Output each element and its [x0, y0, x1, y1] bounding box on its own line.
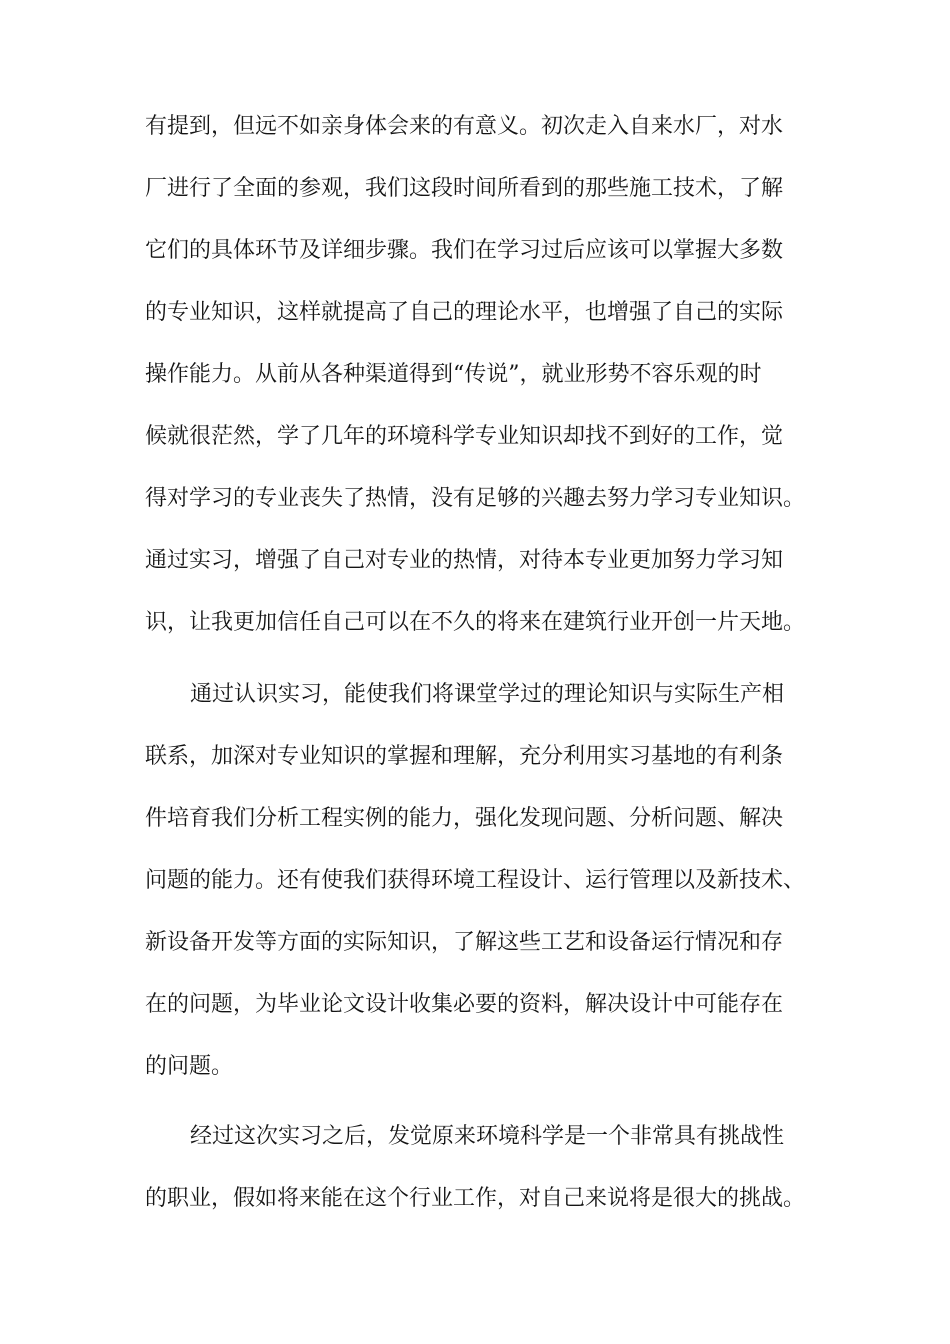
- text-line: 新设备开发等方面的实际知识，了解这些工艺和设备运行情况和存: [145, 930, 784, 955]
- text-line: 它们的具体环节及详细步骤。我们在学习过后应该可以掌握大多数: [145, 238, 784, 263]
- text-line: 的职业，假如将来能在这个行业工作，对自己来说将是很大的挑战。: [145, 1186, 806, 1211]
- text-line: 的专业知识，这样就提高了自己的理论水平，也增强了自己的实际: [145, 300, 784, 325]
- text-line: 件培育我们分析工程实例的能力，强化发现问题、分析问题、解决: [145, 806, 784, 831]
- text-line: 有提到，但远不如亲身体会来的有意义。初次走入自来水厂，对水: [145, 114, 784, 139]
- text-line: 候就很茫然，学了几年的环境科学专业知识却找不到好的工作，觉: [145, 424, 784, 449]
- text-line: 操作能力。从前从各种渠道得到“传说”，就业形势不容乐观的时: [145, 362, 762, 387]
- text-line: 在的问题，为毕业论文设计收集必要的资料，解决设计中可能存在: [145, 992, 784, 1017]
- text-line: 厂进行了全面的参观，我们这段时间所看到的那些施工技术，了解: [145, 176, 784, 201]
- text-line: 识，让我更加信任自己可以在不久的将来在建筑行业开创一片天地。: [145, 610, 806, 635]
- text-line: 联系，加深对专业知识的掌握和理解，充分利用实习基地的有利条: [145, 744, 784, 769]
- text-line: 问题的能力。还有使我们获得环境工程设计、运行管理以及新技术、: [145, 868, 806, 893]
- text-line: 经过这次实习之后，发觉原来环境科学是一个非常具有挑战性: [190, 1124, 785, 1149]
- text-line: 通过认识实习，能使我们将课堂学过的理论知识与实际生产相: [190, 682, 785, 707]
- text-line: 得对学习的专业丧失了热情，没有足够的兴趣去努力学习专业知识。: [145, 486, 806, 511]
- text-line: 的问题。: [145, 1054, 234, 1079]
- text-line: 通过实习，增强了自己对专业的热情，对待本专业更加努力学习知: [145, 548, 784, 573]
